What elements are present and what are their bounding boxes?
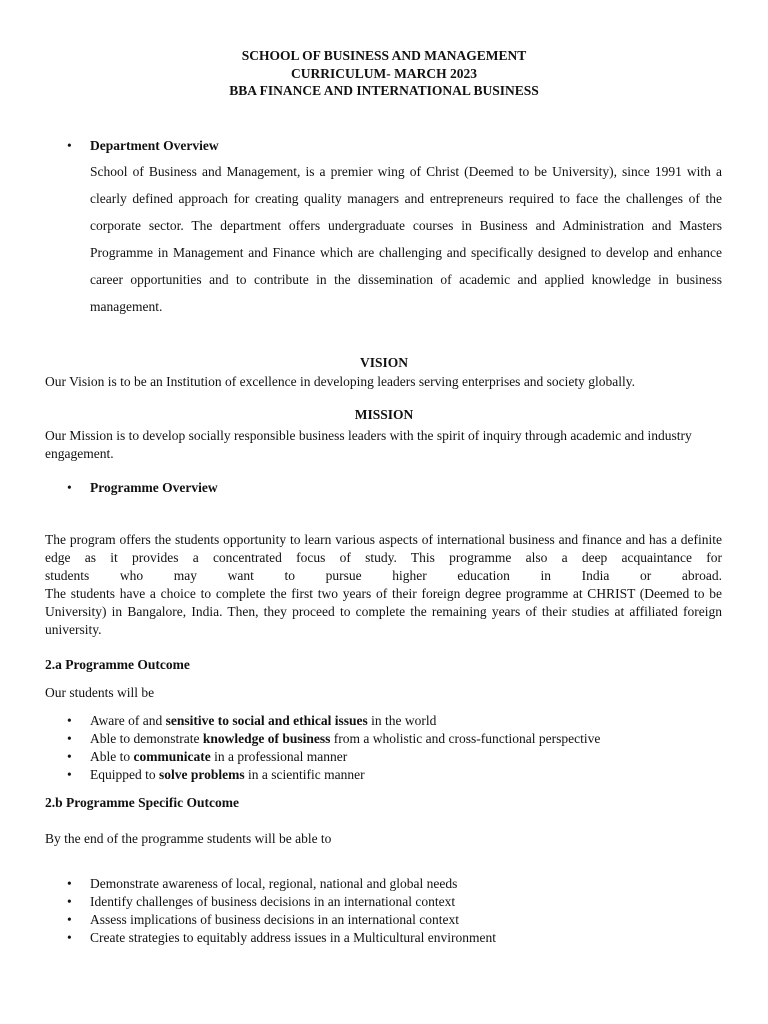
department-overview-text: School of Business and Management, is a premier wing of Christ (Deemed to be University), since 1991 with a clearly defined approach for creating quality managers and entrepreneurs required to face the challenges of the corporate sector. The department offers undergraduate courses in Business and Administration and Masters Programme in Management and Finance which are challenging and specifically designed to develop and enhance career opportunities and to contribute in the dissemination of academic and applied knowledge in business management. [90, 164, 722, 314]
bullet-icon: • [67, 749, 72, 764]
vision-text: Our Vision is to be an Institution of excellence in developing leaders serving enterprises and society globally. [45, 374, 636, 389]
list-item-post: from a wholistic and cross-functional perspective [330, 731, 601, 746]
list-item-text [90, 766, 365, 784]
title-line-school: SCHOOL OF BUSINESS AND MANAGEMENT [241, 48, 527, 63]
list-item [67, 875, 727, 893]
list-item-post: in the world [367, 713, 437, 728]
list-item-text [90, 712, 436, 730]
list-item-post: in a scientific manner [244, 767, 365, 782]
vision-heading: VISION [359, 355, 408, 370]
list-item [67, 748, 727, 766]
list-item [67, 712, 727, 730]
programme-outcome-intro: Our students will be [45, 685, 155, 700]
bullet-icon: • [67, 138, 72, 153]
programme-specific-outcome-intro: By the end of the programme students will be able to [45, 831, 332, 846]
programme-specific-outcome-heading: 2.b Programme Specific Outcome [45, 795, 239, 810]
list-item-text [90, 730, 600, 748]
mission-heading: MISSION [354, 407, 414, 422]
department-overview-heading [67, 138, 219, 154]
list-item-emphasis: sensitive to social and ethical issues [165, 713, 368, 728]
list-item-pre: Equipped to [90, 767, 159, 782]
title-line-programme: BBA FINANCE AND INTERNATIONAL BUSINESS [229, 83, 539, 98]
document-title [0, 47, 768, 100]
list-item-emphasis: communicate [133, 749, 211, 764]
bullet-icon: • [67, 912, 72, 927]
bullet-icon: • [67, 876, 72, 891]
programme-outcome-heading: 2.a Programme Outcome [45, 657, 190, 672]
programme-overview-heading [67, 480, 218, 496]
bullet-icon: • [67, 930, 72, 945]
list-item-post: in a professional manner [210, 749, 348, 764]
list-item-text: Create strategies to equitably address issues in a Multicultural environment [90, 930, 497, 945]
list-item-pre: Able to [90, 749, 134, 764]
list-item-pre: Aware of and [90, 713, 166, 728]
list-item [67, 929, 727, 947]
list-item-pre: Able to demonstrate [90, 731, 203, 746]
list-item [67, 730, 727, 748]
mission-text: Our Mission is to develop socially responsible business leaders with the spirit of inquiry through academic and industry engagement. [45, 428, 692, 461]
department-overview-label: Department Overview [90, 138, 219, 153]
programme-overview-label: Programme Overview [90, 480, 218, 495]
list-item-text: Demonstrate awareness of local, regional, national and global needs [90, 876, 458, 891]
list-item-text [90, 748, 347, 766]
list-item [67, 766, 727, 784]
title-line-curriculum: CURRICULUM- MARCH 2023 [291, 65, 477, 81]
list-item [67, 911, 727, 929]
list-item-emphasis: solve problems [159, 767, 245, 782]
bullet-icon: • [67, 731, 72, 746]
list-item-text: Assess implications of business decisions in an international context [90, 912, 459, 927]
programme-specific-outcome-list [67, 875, 727, 947]
programme-overview-para1: The program offers the students opportunity to learn various aspects of international business and finance and has a definite edge as it provides a concentrated focus of study. This programme also a deep acquaintance for [45, 532, 722, 565]
programme-outcome-list [67, 712, 727, 784]
bullet-icon: • [67, 767, 72, 782]
programme-overview-para1-last: students who may want to pursue higher education in India or abroad. [45, 568, 722, 583]
list-item [67, 893, 727, 911]
programme-overview-text [45, 531, 722, 639]
bullet-icon: • [67, 713, 72, 728]
programme-overview-para2: The students have a choice to complete the first two years of their foreign degree programme at CHRIST (Deemed to be University) in Bangalore, India. Then, they proceed to complete the remaining years of their studies at affiliated foreign university. [45, 586, 722, 637]
list-item-emphasis: knowledge of business [202, 731, 331, 746]
list-item-text: Identify challenges of business decisions in an international context [90, 894, 456, 909]
bullet-icon: • [67, 894, 72, 909]
bullet-icon: • [67, 480, 72, 495]
